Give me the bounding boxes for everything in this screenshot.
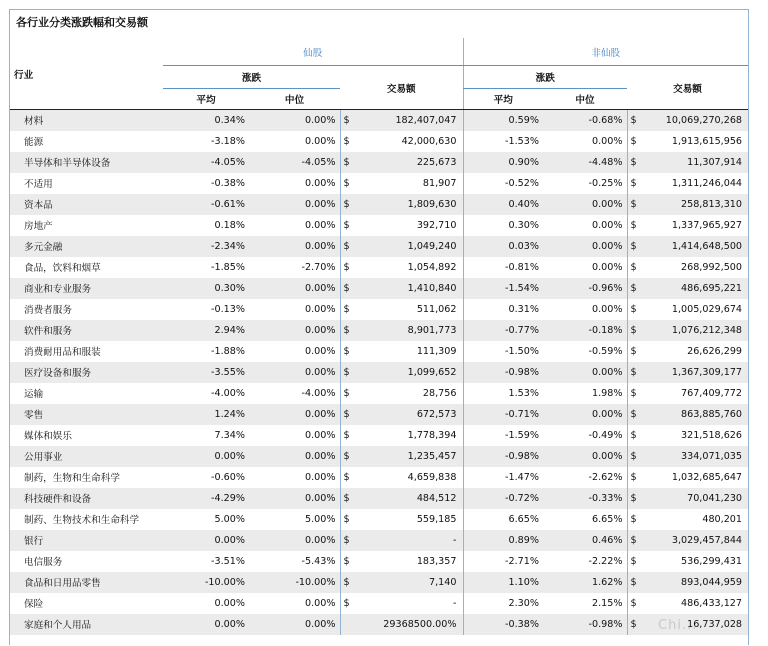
right-avg-cell: 0.31%	[463, 299, 543, 320]
right-volume-cell: 480,201	[702, 513, 743, 525]
right-currency-cell: $	[627, 173, 641, 194]
right-median-cell: 0.00%	[543, 446, 627, 467]
left-currency-cell: $	[340, 488, 354, 509]
table-row	[10, 572, 748, 593]
left-currency-cell	[340, 614, 354, 635]
avg-header-left: 平均	[163, 89, 249, 110]
left-median-cell: -10.00%	[249, 572, 340, 593]
industry-name: 保险	[24, 599, 44, 610]
table-row	[10, 509, 748, 530]
right-volume-cell: 1,367,309,177	[641, 362, 748, 383]
left-avg-cell: 7.34%	[214, 429, 245, 441]
left-volume-cell: 81,907	[422, 177, 457, 189]
right-currency-cell: $	[627, 551, 641, 572]
industry-name: 多元金融	[10, 236, 163, 257]
left-volume-cell: 4,659,838	[407, 471, 457, 483]
left-median-cell: 0.00%	[305, 345, 336, 357]
table-body	[10, 110, 748, 635]
right-median-cell: 0.00%	[592, 135, 623, 147]
right-avg-cell: 0.89%	[463, 530, 543, 551]
right-median-cell: 1.62%	[543, 572, 627, 593]
right-volume-cell: 26,626,299	[687, 345, 743, 357]
left-currency-cell: $	[340, 131, 354, 152]
right-median-cell: -2.62%	[588, 471, 623, 483]
right-volume-cell: 1,913,615,956	[671, 135, 743, 147]
industry-name: 医疗设备和服务	[10, 362, 163, 383]
right-avg-cell: -1.53%	[463, 131, 543, 152]
left-median-cell: 0.00%	[305, 135, 336, 147]
right-currency-cell: $	[627, 446, 641, 467]
table-row	[10, 404, 748, 425]
right-median-cell: -0.33%	[543, 488, 627, 509]
left-volume-cell: 29368500.00%	[354, 614, 463, 635]
report-title: 各行业分类涨跌幅和交易额	[16, 16, 148, 29]
volume-header-left: 交易额	[340, 66, 463, 110]
left-volume-cell: 392,710	[416, 219, 457, 231]
table-row	[10, 215, 748, 236]
left-avg-cell: 1.24%	[163, 404, 249, 425]
table-row	[10, 110, 748, 131]
left-currency-cell: $	[340, 446, 354, 467]
right-avg-cell: 0.03%	[463, 236, 543, 257]
left-volume-cell: 225,673	[354, 152, 463, 173]
right-volume-cell: 3,029,457,844	[641, 530, 748, 551]
right-avg-cell: -0.72%	[463, 488, 543, 509]
industry-name: 制药，生物和生命科学	[24, 473, 120, 484]
left-median-cell: 0.00%	[249, 404, 340, 425]
change-header-right: 涨跌	[463, 66, 627, 89]
left-currency-cell: $	[340, 320, 354, 341]
left-median-cell: 0.00%	[249, 110, 340, 131]
right-avg-cell: -1.54%	[463, 278, 543, 299]
left-volume-cell: 1,410,840	[354, 278, 463, 299]
right-currency-cell: $	[627, 131, 641, 152]
industry-name: 食品，饮料和烟草	[24, 263, 101, 274]
table-row	[10, 593, 748, 614]
right-currency-cell: $	[627, 404, 641, 425]
right-volume-cell: 1,005,029,674	[671, 303, 743, 315]
right-avg-cell: -2.71%	[463, 551, 543, 572]
left-volume-cell: 1,809,630	[354, 194, 463, 215]
table-row	[10, 320, 748, 341]
right-volume-cell: 536,299,431	[680, 555, 743, 567]
table-row	[10, 530, 748, 551]
left-avg-cell: -0.13%	[211, 303, 245, 315]
left-volume-cell: 1,778,394	[407, 429, 457, 441]
industry-name: 科技硬件和设备	[10, 488, 163, 509]
left-avg-cell: -3.55%	[163, 362, 249, 383]
left-median-cell: 0.00%	[249, 362, 340, 383]
table-row	[10, 446, 748, 467]
right-currency-cell: $	[627, 320, 641, 341]
table-row	[10, 488, 748, 509]
right-currency-cell: $	[627, 572, 641, 593]
right-volume-cell: 1,414,648,500	[641, 236, 748, 257]
right-median-cell: 0.46%	[543, 530, 627, 551]
group-header-left: 仙股	[163, 38, 463, 66]
table-row	[10, 131, 748, 152]
right-currency-cell: $	[627, 488, 641, 509]
left-volume-cell: -	[453, 597, 457, 609]
industry-name: 食品和日用品零售	[10, 572, 163, 593]
right-volume-cell: 767,409,772	[680, 387, 743, 399]
table-row	[10, 299, 748, 320]
left-avg-cell: -3.18%	[211, 135, 245, 147]
industry-name: 家庭和个人用品	[10, 614, 163, 635]
left-currency-cell: $	[340, 467, 354, 488]
industry-name: 半导体和半导体设备	[10, 152, 163, 173]
left-volume-cell: 1,054,892	[407, 261, 457, 273]
table-row	[10, 467, 748, 488]
right-avg-cell: 1.10%	[463, 572, 543, 593]
industry-name: 商业和专业服务	[10, 278, 163, 299]
right-avg-cell: 0.59%	[463, 110, 543, 131]
right-median-cell: -0.49%	[588, 429, 623, 441]
right-median-cell: 0.00%	[543, 236, 627, 257]
left-volume-cell: 484,512	[354, 488, 463, 509]
right-avg-cell: -1.50%	[463, 341, 543, 362]
left-currency-cell: $	[340, 341, 354, 362]
left-avg-cell: -0.60%	[211, 471, 245, 483]
right-volume-cell: 1,311,246,044	[671, 177, 743, 189]
right-volume-cell: 334,071,035	[641, 446, 748, 467]
group-header-right: 非仙股	[463, 38, 748, 66]
left-avg-cell: 2.94%	[163, 320, 249, 341]
right-median-cell: -0.98%	[543, 614, 627, 635]
right-volume-cell: 893,044,959	[641, 572, 748, 593]
left-median-cell: 0.00%	[249, 614, 340, 635]
right-currency-cell: $	[627, 425, 641, 446]
left-median-cell: 0.00%	[249, 278, 340, 299]
right-currency-cell: $	[627, 614, 641, 635]
left-avg-cell: 0.34%	[163, 110, 249, 131]
left-currency-cell: $	[340, 362, 354, 383]
left-median-cell: -4.05%	[249, 152, 340, 173]
right-median-cell: -4.48%	[543, 152, 627, 173]
right-median-cell: 0.00%	[592, 261, 623, 273]
report-panel	[9, 9, 749, 645]
left-volume-cell: 1,049,240	[354, 236, 463, 257]
left-currency-cell: $	[340, 551, 354, 572]
right-currency-cell: $	[627, 278, 641, 299]
left-currency-cell: $	[340, 530, 354, 551]
table-row	[10, 614, 748, 635]
right-avg-cell: -0.77%	[463, 320, 543, 341]
right-currency-cell: $	[627, 110, 641, 131]
right-volume-cell: 258,813,310	[641, 194, 748, 215]
industry-name: 媒体和娱乐	[24, 431, 72, 442]
left-median-cell: 0.00%	[249, 446, 340, 467]
left-median-cell: 0.00%	[305, 471, 336, 483]
right-median-cell: 0.00%	[592, 303, 623, 315]
left-avg-cell: -10.00%	[163, 572, 249, 593]
left-currency-cell: $	[340, 509, 354, 530]
left-median-cell: 0.00%	[305, 177, 336, 189]
table-row	[10, 152, 748, 173]
table-row	[10, 173, 748, 194]
left-median-cell: 0.00%	[305, 303, 336, 315]
right-volume-cell: 11,307,914	[641, 152, 748, 173]
left-volume-cell: 8,901,773	[354, 320, 463, 341]
change-header-left: 涨跌	[163, 66, 340, 89]
right-currency-cell: $	[627, 509, 641, 530]
right-currency-cell: $	[627, 236, 641, 257]
left-avg-cell: -0.61%	[163, 194, 249, 215]
left-avg-cell: -4.29%	[163, 488, 249, 509]
industry-name: 运输	[24, 389, 44, 400]
right-avg-cell: -0.98%	[463, 362, 543, 383]
left-median-cell: 0.00%	[249, 194, 340, 215]
left-currency-cell: $	[340, 299, 354, 320]
left-median-cell: 5.00%	[305, 513, 336, 525]
industry-name: 材料	[10, 110, 163, 131]
watermark: Chi...	[658, 618, 698, 633]
right-currency-cell: $	[627, 257, 641, 278]
volume-header-right: 交易额	[627, 66, 748, 110]
right-median-cell: -0.18%	[543, 320, 627, 341]
right-median-cell: -0.96%	[543, 278, 627, 299]
right-median-cell: -0.25%	[588, 177, 623, 189]
right-volume-cell: 863,885,760	[641, 404, 748, 425]
median-header-left: 中位	[249, 89, 340, 110]
left-median-cell: 0.00%	[305, 597, 336, 609]
right-currency-cell: $	[627, 194, 641, 215]
right-median-cell: 1.98%	[592, 387, 623, 399]
left-volume-cell: 559,185	[416, 513, 457, 525]
table-row	[10, 278, 748, 299]
right-avg-cell: 0.30%	[463, 215, 543, 236]
left-volume-cell: -	[354, 530, 463, 551]
right-volume-cell: 486,695,221	[641, 278, 748, 299]
right-volume-cell: 10,069,270,268	[641, 110, 748, 131]
right-currency-cell: $	[627, 383, 641, 404]
left-avg-cell: -0.38%	[211, 177, 245, 189]
industry-table	[10, 38, 748, 635]
row-label-header: 行业	[10, 38, 163, 110]
left-currency-cell: $	[340, 404, 354, 425]
right-median-cell: 0.00%	[592, 219, 623, 231]
industry-name: 消费者服务	[24, 305, 72, 316]
right-currency-cell: $	[627, 467, 641, 488]
right-volume-cell: 321,518,626	[680, 429, 743, 441]
industry-name: 制药、生物技术和生命科学	[24, 515, 140, 526]
right-median-cell: 2.15%	[592, 597, 623, 609]
left-currency-cell: $	[340, 110, 354, 131]
right-volume-cell: 1,337,965,927	[671, 219, 743, 231]
industry-name: 能源	[24, 137, 44, 148]
left-median-cell: -4.00%	[301, 387, 336, 399]
left-median-cell: 0.00%	[249, 530, 340, 551]
table-row	[10, 194, 748, 215]
right-median-cell: 6.65%	[592, 513, 623, 525]
right-volume-cell: 1,032,685,647	[671, 471, 743, 483]
left-currency-cell: $	[340, 593, 354, 614]
right-volume-cell: 486,433,127	[680, 597, 743, 609]
table-row	[10, 383, 748, 404]
left-avg-cell: 5.00%	[214, 513, 245, 525]
right-avg-cell: 2.30%	[463, 593, 543, 614]
right-median-cell: -0.68%	[543, 110, 627, 131]
left-currency-cell: $	[340, 572, 354, 593]
left-volume-cell: 182,407,047	[354, 110, 463, 131]
left-volume-cell: 1,099,652	[354, 362, 463, 383]
left-median-cell: 0.00%	[305, 429, 336, 441]
left-volume-cell: 111,309	[416, 345, 457, 357]
right-currency-cell: $	[627, 299, 641, 320]
left-currency-cell: $	[340, 257, 354, 278]
left-avg-cell: -4.05%	[163, 152, 249, 173]
right-avg-cell: 1.53%	[463, 383, 543, 404]
table-row	[10, 341, 748, 362]
left-volume-cell: 1,235,457	[354, 446, 463, 467]
left-avg-cell: 0.30%	[163, 278, 249, 299]
table-row	[10, 425, 748, 446]
left-avg-cell: 0.00%	[163, 530, 249, 551]
median-header-right: 中位	[543, 89, 627, 110]
right-currency-cell: $	[627, 593, 641, 614]
right-avg-cell: -0.71%	[463, 404, 543, 425]
right-avg-cell: -0.38%	[463, 614, 543, 635]
left-volume-cell: 28,756	[422, 387, 457, 399]
right-currency-cell: $	[627, 215, 641, 236]
industry-name: 公用事业	[10, 446, 163, 467]
left-volume-cell: 42,000,630	[401, 135, 457, 147]
right-median-cell: -2.22%	[588, 555, 623, 567]
right-median-cell: 0.00%	[543, 404, 627, 425]
left-volume-cell: 7,140	[354, 572, 463, 593]
table-row	[10, 236, 748, 257]
left-currency-cell: $	[340, 215, 354, 236]
left-avg-cell: -1.85%	[211, 261, 245, 273]
right-avg-cell: -1.59%	[463, 425, 543, 446]
right-volume-cell: 70,041,230	[641, 488, 748, 509]
left-currency-cell: $	[340, 152, 354, 173]
right-median-cell: 0.00%	[543, 362, 627, 383]
right-volume-cell: 1,076,212,348	[641, 320, 748, 341]
right-avg-cell: 0.90%	[463, 152, 543, 173]
industry-name: 房地产	[24, 221, 53, 232]
right-avg-cell: -0.81%	[463, 257, 543, 278]
industry-name: 电信服务	[24, 557, 63, 568]
left-volume-cell: 672,573	[354, 404, 463, 425]
right-avg-cell: -0.98%	[463, 446, 543, 467]
left-currency-cell: $	[340, 173, 354, 194]
left-avg-cell: 0.00%	[214, 597, 245, 609]
right-avg-cell: 6.65%	[463, 509, 543, 530]
left-median-cell: 0.00%	[249, 236, 340, 257]
left-avg-cell: 0.00%	[163, 446, 249, 467]
table-row	[10, 257, 748, 278]
table-row	[10, 551, 748, 572]
right-currency-cell: $	[627, 152, 641, 173]
left-currency-cell: $	[340, 278, 354, 299]
left-avg-cell: 0.00%	[163, 614, 249, 635]
left-avg-cell: -3.51%	[211, 555, 245, 567]
left-currency-cell: $	[340, 194, 354, 215]
left-avg-cell: -2.34%	[163, 236, 249, 257]
left-volume-cell: 511,062	[416, 303, 457, 315]
left-avg-cell: -1.88%	[211, 345, 245, 357]
left-median-cell: 0.00%	[305, 219, 336, 231]
left-avg-cell: -4.00%	[211, 387, 245, 399]
right-volume-cell: 268,992,500	[680, 261, 743, 273]
right-avg-cell: 0.40%	[463, 194, 543, 215]
left-median-cell: -5.43%	[301, 555, 336, 567]
left-currency-cell: $	[340, 236, 354, 257]
table-row	[10, 362, 748, 383]
industry-name: 零售	[10, 404, 163, 425]
avg-header-right: 平均	[463, 89, 543, 110]
left-avg-cell: 0.18%	[214, 219, 245, 231]
industry-name: 银行	[10, 530, 163, 551]
left-median-cell: 0.00%	[249, 320, 340, 341]
left-currency-cell: $	[340, 383, 354, 404]
right-volume-cell: 16,737,028	[641, 614, 748, 635]
left-median-cell: 0.00%	[249, 488, 340, 509]
right-avg-cell: -0.52%	[463, 173, 543, 194]
industry-name: 资本品	[10, 194, 163, 215]
right-median-cell: -0.59%	[588, 345, 623, 357]
left-currency-cell: $	[340, 425, 354, 446]
right-avg-cell: -1.47%	[463, 467, 543, 488]
right-currency-cell: $	[627, 530, 641, 551]
left-volume-cell: 183,357	[416, 555, 457, 567]
right-currency-cell: $	[627, 362, 641, 383]
left-median-cell: -2.70%	[301, 261, 336, 273]
industry-name: 消费耐用品和服装	[24, 347, 101, 358]
industry-name: 不适用	[24, 179, 53, 190]
industry-name: 软件和服务	[10, 320, 163, 341]
right-median-cell: 0.00%	[543, 194, 627, 215]
right-currency-cell: $	[627, 341, 641, 362]
